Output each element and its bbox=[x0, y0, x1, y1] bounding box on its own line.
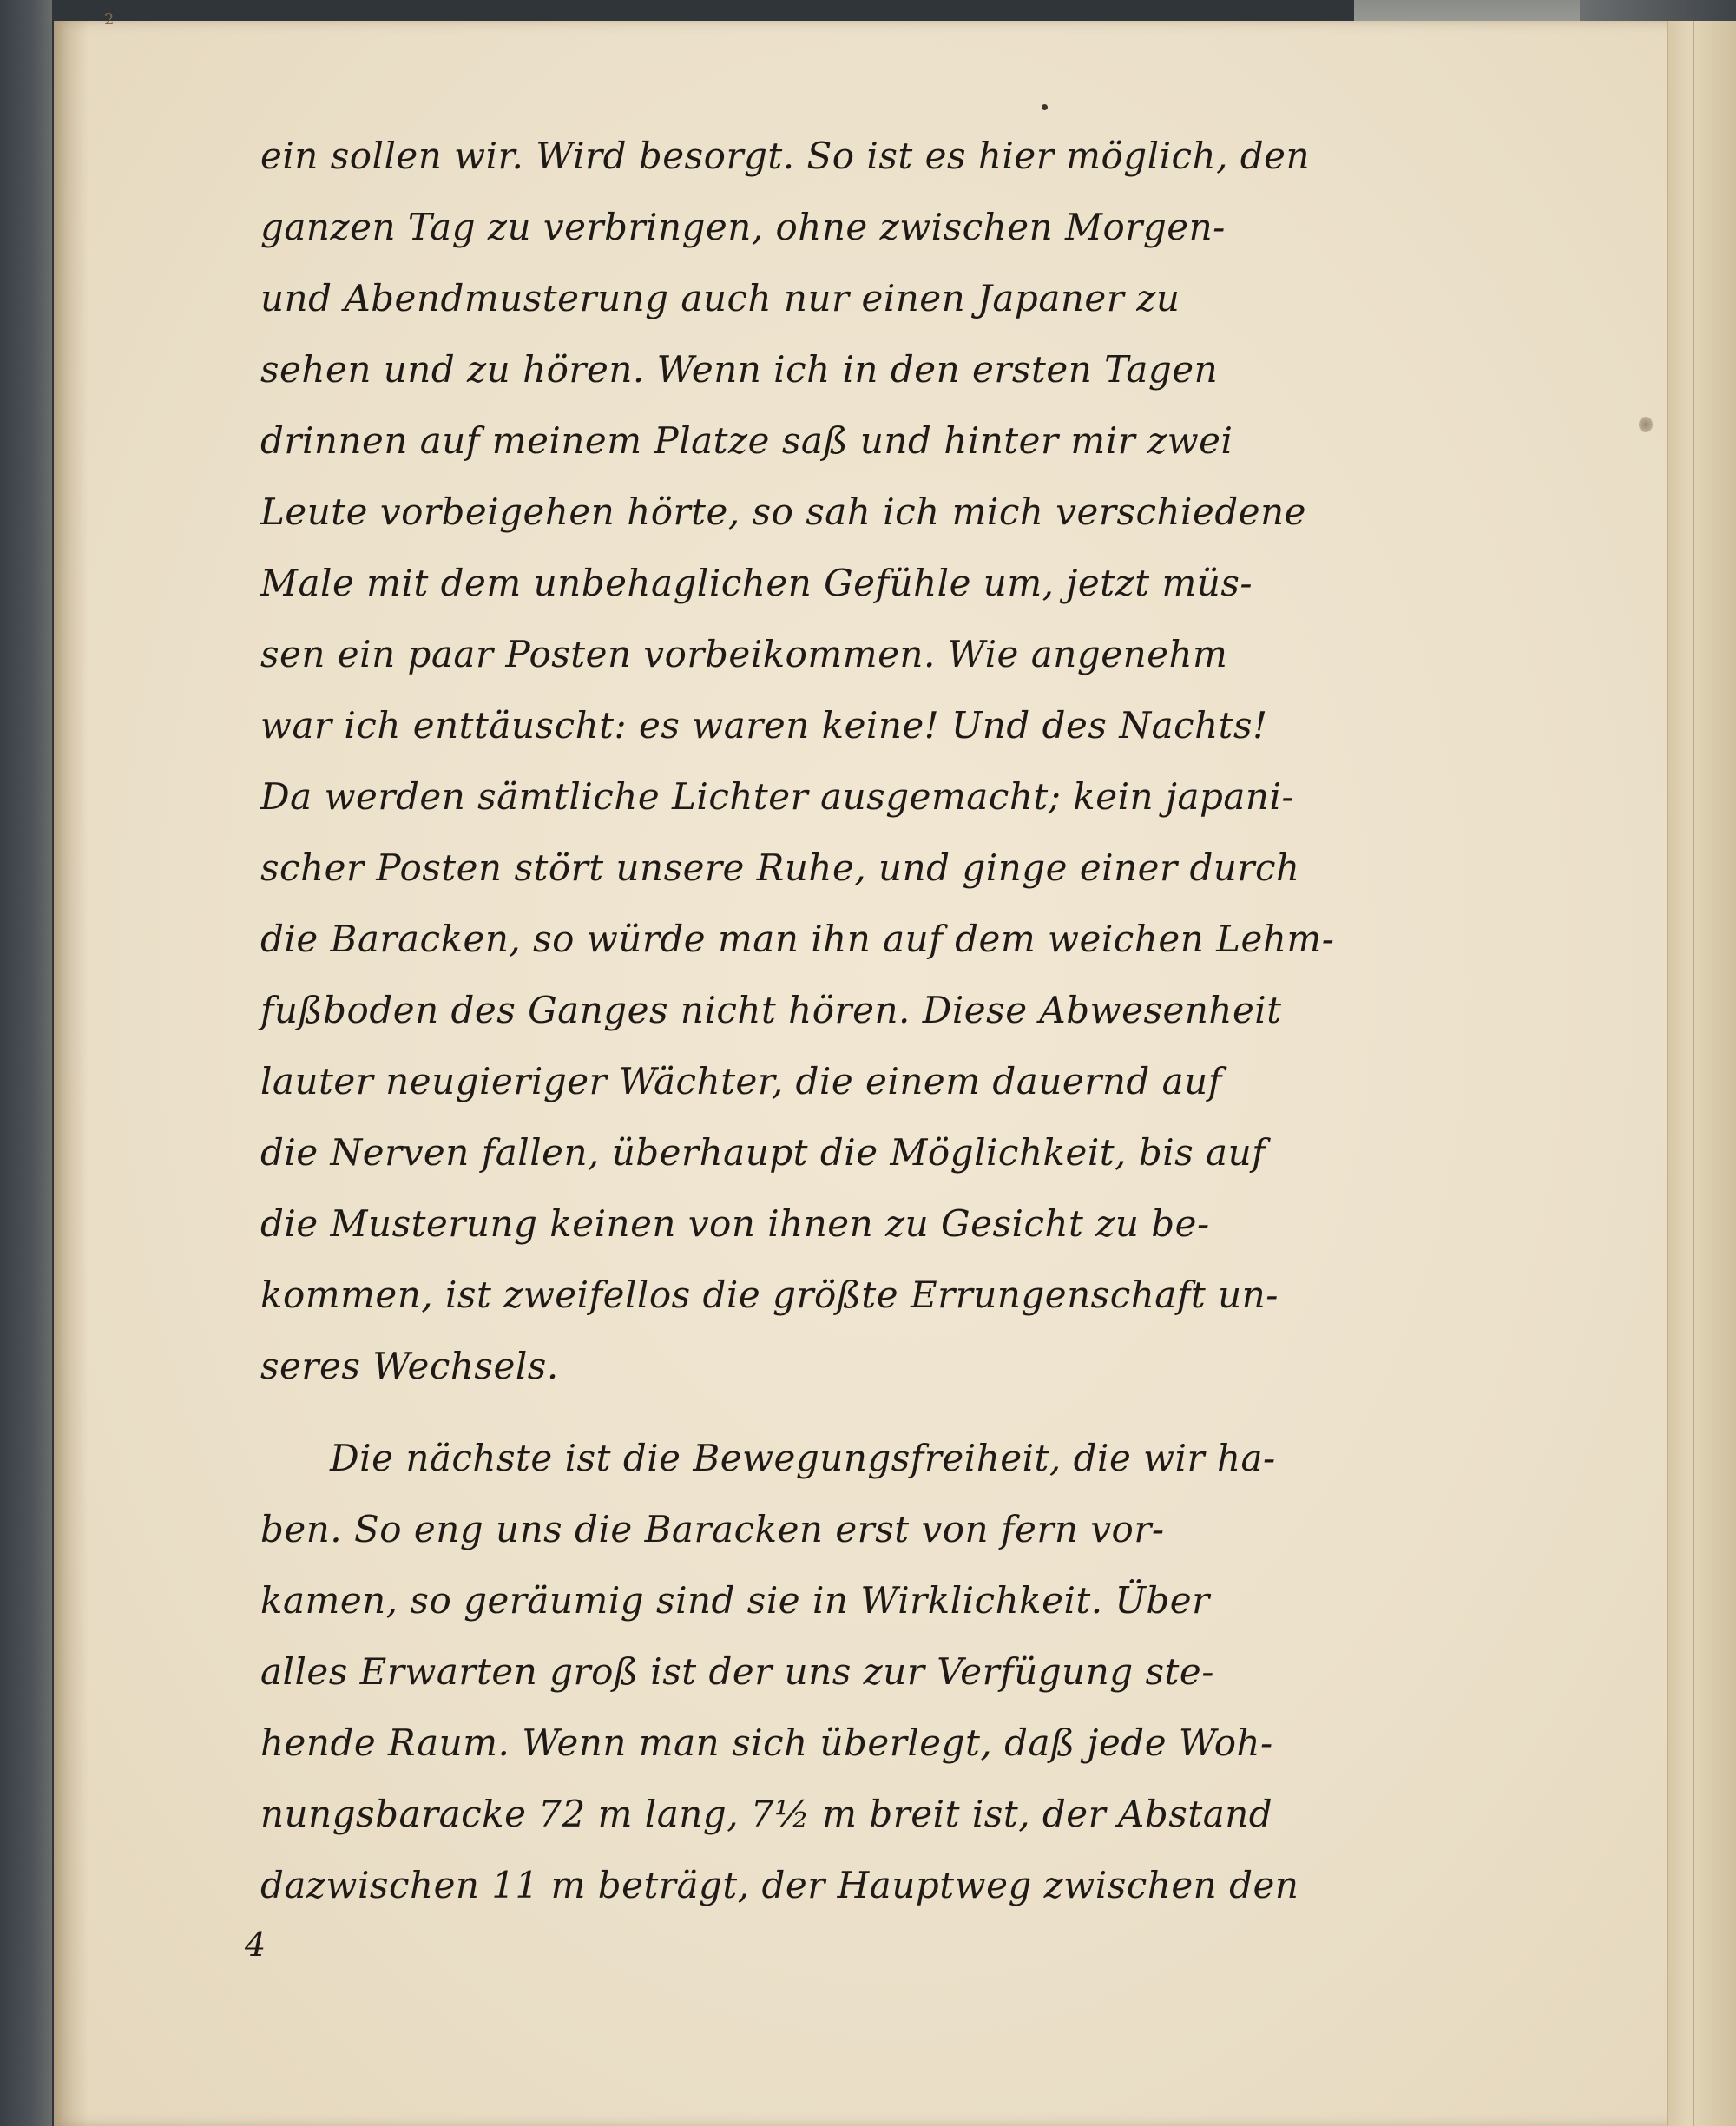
text-line: scher Posten stört unsere Ruhe, und ginge einer durch bbox=[260, 846, 1300, 889]
text-line: kommen, ist zweifellos die größte Errungenschaft un- bbox=[260, 1274, 1279, 1316]
text-line: war ich enttäuscht: es waren keine! Und des Nachts! bbox=[260, 704, 1268, 747]
text-line: kamen, so geräumig sind sie in Wirklichkeit. Über bbox=[260, 1579, 1210, 1622]
text-line: Da werden sämtliche Lichter ausgemacht; kein japani- bbox=[260, 775, 1295, 818]
page-stack-edge bbox=[1667, 21, 1736, 2126]
text-line: alles Erwarten groß ist der uns zur Verfügung ste- bbox=[260, 1650, 1214, 1693]
text-line: die Nerven fallen, überhaupt die Möglichkeit, bis auf bbox=[260, 1131, 1266, 1174]
page-number: 4 bbox=[245, 1925, 266, 1964]
text-line: hende Raum. Wenn man sich überlegt, daß jede Woh- bbox=[260, 1721, 1273, 1764]
page-gutter-shadow bbox=[54, 21, 89, 2126]
text-line: die Musterung keinen von ihnen zu Gesicht zu be- bbox=[260, 1202, 1210, 1245]
text-line: drinnen auf meinem Platze saß und hinter mir zwei bbox=[260, 419, 1233, 462]
text-line: sehen und zu hören. Wenn ich in den ersten Tagen bbox=[260, 348, 1219, 391]
text-line: nungsbaracke 72 m lang, 7½ m breit ist, der Abstand bbox=[260, 1793, 1273, 1835]
text-line: ben. So eng uns die Baracken erst von fern vor- bbox=[260, 1508, 1165, 1550]
ink-dot bbox=[1042, 104, 1048, 110]
text-line: seres Wechsels. bbox=[260, 1345, 559, 1387]
text-line: Leute vorbeigehen hörte, so sah ich mich verschiedene bbox=[260, 490, 1306, 533]
text-line: und Abendmusterung auch nur einen Japaner zu bbox=[260, 277, 1180, 319]
book-binding bbox=[0, 0, 52, 2126]
text-line: fußboden des Ganges nicht hören. Diese Abwesenheit bbox=[260, 989, 1282, 1031]
corner-mark: 2 bbox=[104, 10, 115, 29]
text-line: ein sollen wir. Wird besorgt. So ist es hier möglich, den bbox=[260, 135, 1311, 177]
text-line: die Baracken, so würde man ihn auf dem weichen Lehm- bbox=[260, 918, 1335, 960]
text-line: Male mit dem unbehaglichen Gefühle um, jetzt müs- bbox=[260, 562, 1253, 604]
paper-blemish bbox=[1639, 417, 1653, 432]
text-line: lauter neugieriger Wächter, die einem dauernd auf bbox=[260, 1060, 1222, 1102]
text-line: Die nächste ist die Bewegungsfreiheit, die wir ha- bbox=[330, 1437, 1276, 1479]
text-line: ganzen Tag zu verbringen, ohne zwischen Morgen- bbox=[260, 206, 1226, 248]
text-line: dazwischen 11 m beträgt, der Hauptweg zwischen den bbox=[260, 1864, 1299, 1906]
text-line: sen ein paar Posten vorbeikommen. Wie angenehm bbox=[260, 633, 1228, 675]
